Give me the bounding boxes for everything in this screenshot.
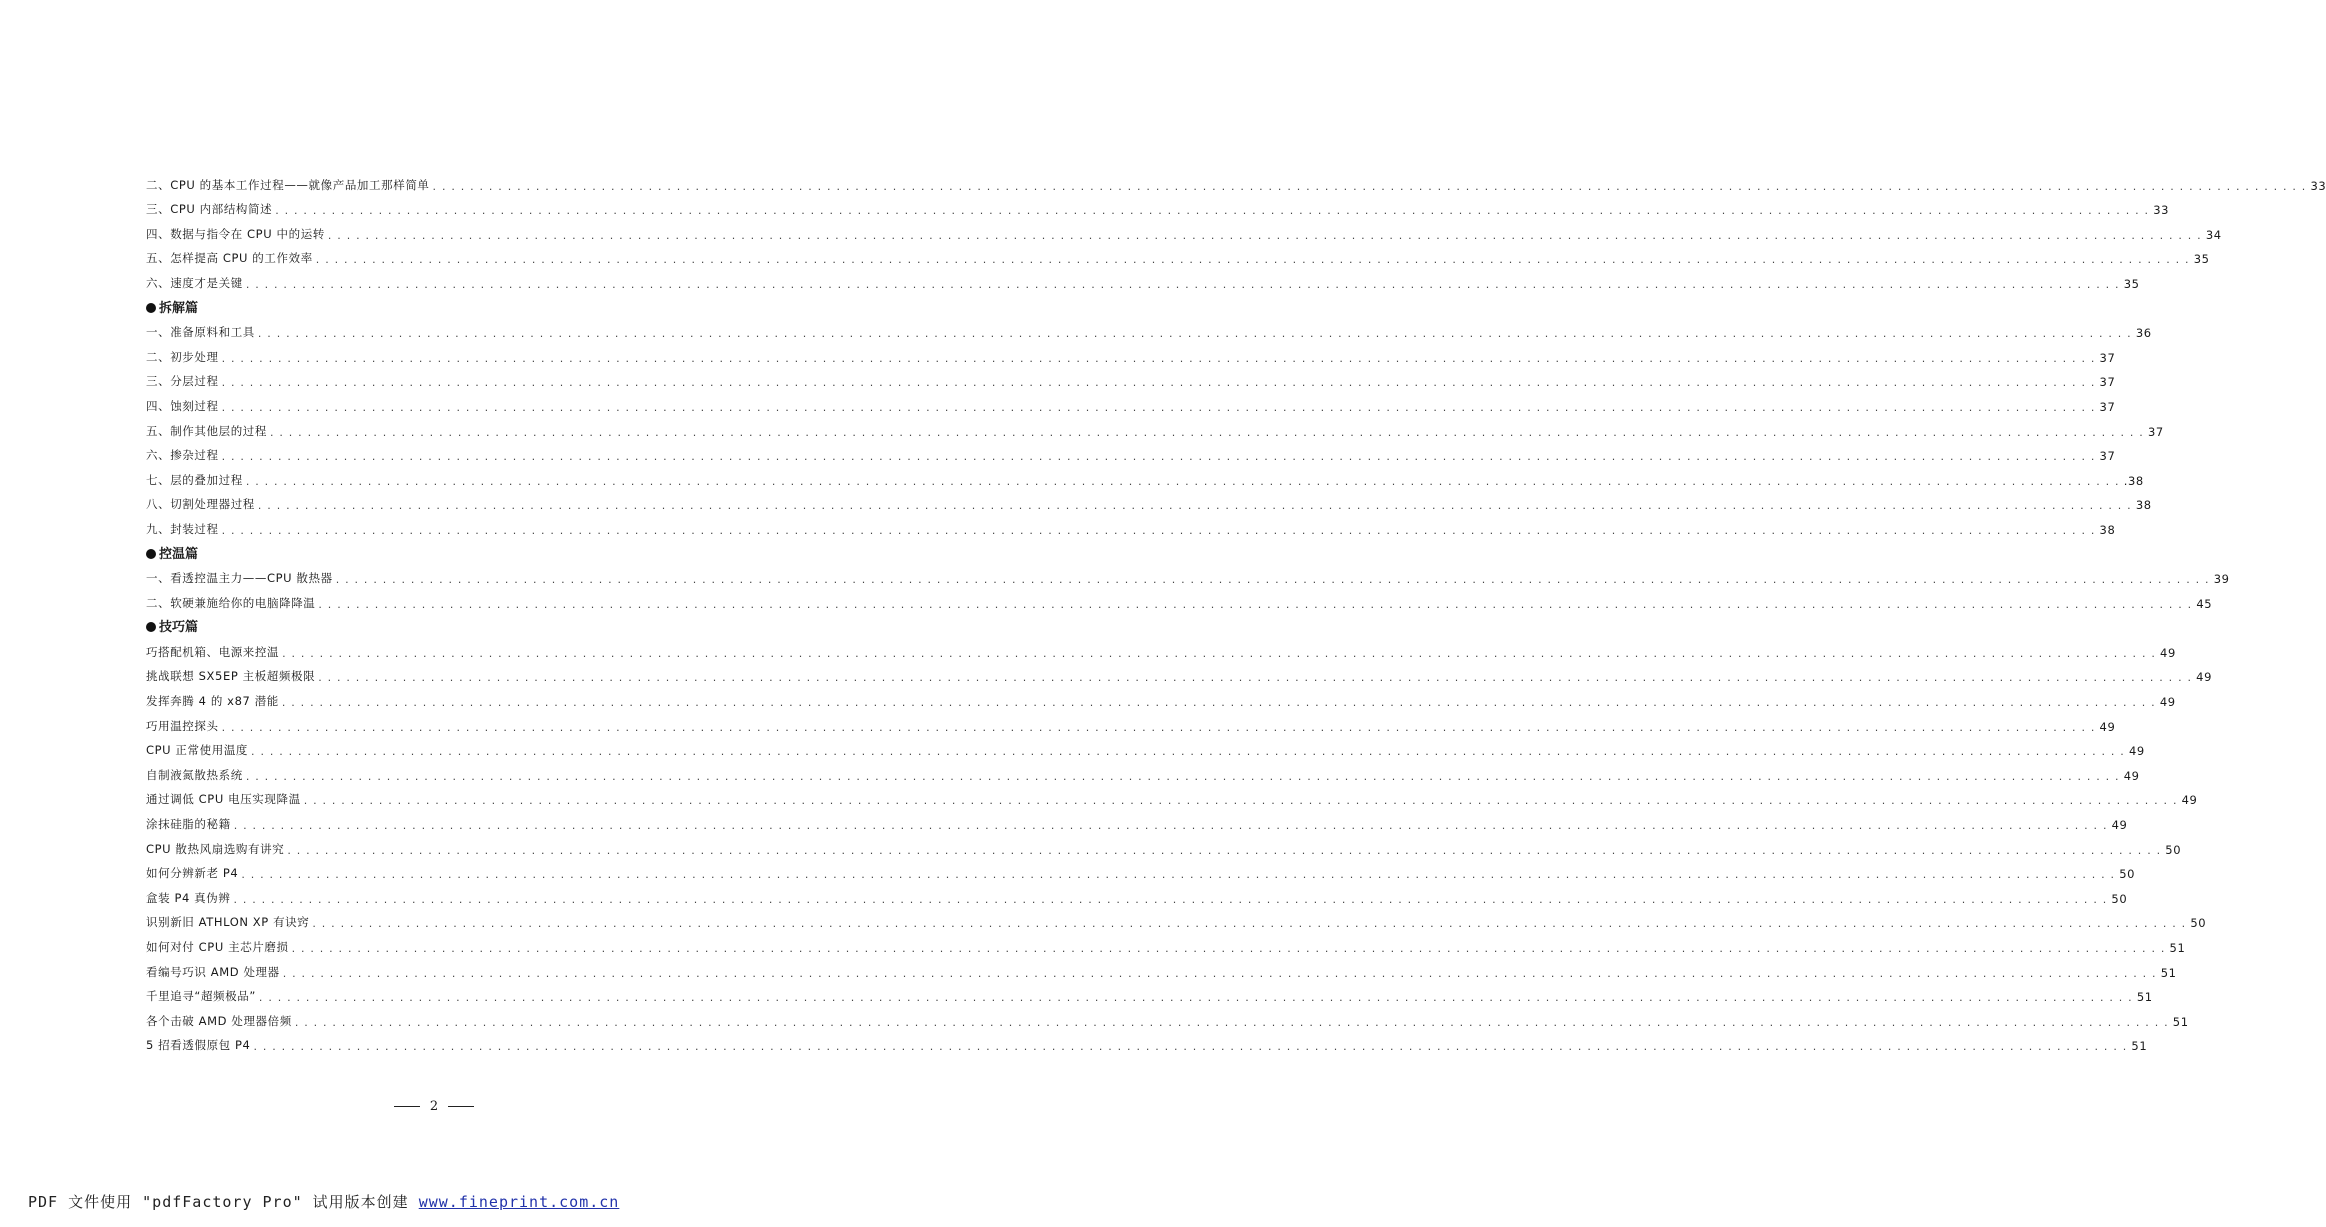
toc-entry-page: 49 (2160, 645, 2176, 660)
page-number: 2 (429, 1099, 439, 1114)
toc-entry-page: 49 (2099, 719, 2116, 734)
toc-entry[interactable] (146, 906, 2207, 931)
toc-entry-page: 38 (2135, 498, 2152, 513)
page-number-dash-right (448, 1106, 474, 1107)
toc-entry-title: 一、看透控温主力——CPU 散热器 (146, 571, 333, 586)
toc-entry[interactable] (146, 783, 2198, 808)
toc-entry[interactable] (146, 980, 2153, 1005)
toc-entry[interactable] (146, 586, 2213, 611)
toc-leader-dots: . . . . . . . . . . . . . . . . . . . . . . . . . . . . . . . . . . . . . . . . . . . . . . . . . . . . . . . . . . . . . . . . . . . . . . . . . . . . . . . . . . . . . . . . . . . . . . . . . . . . . . . . . . . . . . . . . . . . . . . . . . . . . . . . . . . . . . . . . . . . . . . . . . . . . . . . . . . . . . . . . . . . . . . . . . . . . . . . . . . . . . . . . . . . . . . . . . . . . . . . (245, 474, 2120, 488)
toc-entry-title: 二、软硬兼施给你的电脑降降温 (146, 595, 316, 610)
toc-entry-title: 通过调低 CPU 电压实现降温 (146, 792, 301, 807)
toc-entry-title: 自制液氮散热系统 (146, 767, 243, 782)
bullet-icon (146, 549, 156, 559)
toc-entry-page: 37 (2099, 399, 2116, 414)
toc-entry-page: 51 (2160, 965, 2177, 980)
toc-entry-page: 51 (2169, 941, 2186, 955)
toc-entry-title: 七、层的叠加过程 (146, 472, 243, 487)
toc-leader-dots: . . . . . . . . . . . . . . . . . . . . . . . . . . . . . . . . . . . . . . . . . . . . . . . . . . . . . . . . . . . . . . . . . . . . . . . . . . . . . . . . . . . . . . . . . . . . . . . . . . . . . . . . . . . . . . . . . . . . . . . . . . . . . . . . . . . . . . . . . . . . . . . . . . . . . . . . . . . . . . . . . . . . . . . . . . . . . . . . . . . . . . . . . . . . . . . . . . . . . . . . (221, 400, 2096, 414)
toc-entry-page: 37 (2147, 424, 2164, 439)
footer-text: PDF 文件使用 "pdfFactory Pro" 试用版本创建 (28, 1193, 409, 1211)
toc-leader-dots: . . . . . . . . . . . . . . . . . . . . . . . . . . . . . . . . . . . . . . . . . . . . . . . . . . . . . . . . . . . . . . . . . . . . . . . . . . . . . . . . . . . . . . . . . . . . . . . . . . . . . . . . . . . . . . . . . . . . . . . . . . . . . . . . . . . . . . . . . . . . . . . . . . . . . . . . . . . . . . . . . . . . . . . . . . . . . . . . . . . . . . . . . . . . . . . . . . . . . . . . (270, 425, 2144, 439)
toc-entry[interactable] (146, 832, 2182, 857)
toc-entry[interactable] (146, 463, 2144, 488)
toc-section-heading (146, 537, 732, 562)
toc-entry-page: 50 (2111, 891, 2128, 906)
toc-entry-page: 49 (2111, 818, 2128, 833)
toc-leader-dots: . . . . . . . . . . . . . . . . . . . . . . . . . . . . . . . . . . . . . . . . . . . . . . . . . . . . . . . . . . . . . . . . . . . . . . . . . . . . . . . . . . . . . . . . . . . . . . . . . . . . . . . . . . . . . . . . . . . . . . . . . . . . . . . . . . . . . . . . . . . . . . . . . . . . . . . . . . . . . . . . . . . . . . . . . . . . . . . . . . . . . . . . . . . . . . . . . . . . . . . . (282, 966, 2157, 980)
toc-leader-dots: . . . . . . . . . . . . . . . . . . . . . . . . . . . . . . . . . . . . . . . . . . . . . . . . . . . . . . . . . . . . . . . . . . . . . . . . . . . . . . . . . . . . . . . . . . . . . . . . . . . . . . . . . . . . . . . . . . . . . . . . . . . . . . . . . . . . . . . . . . . . . . . . . . . . . . . . . . . . . . . . . . . . . . . . . . . . . . . . . . . . . . . . . . . . . . . . . . . . . . . . (253, 1040, 2128, 1054)
toc-entry[interactable] (146, 1029, 2148, 1054)
toc-leader-dots: . . . . . . . . . . . . . . . . . . . . . . . . . . . . . . . . . . . . . . . . . . . . . . . . . . . . . . . . . . . . . . . . . . . . . . . . . . . . . . . . . . . . . . . . . . . . . . . . . . . . . . . . . . . . . . . . . . . . . . . . . . . . . . . . . . . . . . . . . . . . . . . . . . . . . . . . . . . . . . . . . . . . . . . . . . . . . . . . . . . . . . . . . . . . . . . . . . . . . . . . (251, 745, 2125, 759)
toc-entry-title: 5 招看透假原包 P4 (146, 1038, 251, 1053)
toc-entry-page: 45 (2196, 596, 2213, 611)
toc-entry[interactable] (146, 512, 2116, 537)
toc-leader-dots: . . . . . . . . . . . . . . . . . . . . . . . . . . . . . . . . . . . . . . . . . . . . . . . . . . . . . . . . . . . . . . . . . . . . . . . . . . . . . . . . . . . . . . . . . . . . . . . . . . . . . . . . . . . . . . . . . . . . . . . . . . . . . . . . . . . . . . . . . . . . . . . . . . . . . . . . . . . . . . . . . . . . . . . . . . . . . . . . . . . . . . . . . . . . . . . . . . . . . . . . (257, 327, 2132, 341)
toc-entry-page: 37 (2099, 375, 2116, 390)
toc-entry[interactable] (146, 660, 2212, 685)
toc-entry-title: 四、蚀刻过程 (146, 398, 219, 413)
toc-entry-page: 38 (2099, 522, 2116, 537)
toc-entry[interactable] (146, 857, 2136, 882)
table-of-contents (146, 168, 2326, 1054)
toc-section-title: 技巧篇 (159, 620, 199, 636)
toc-entry[interactable] (146, 635, 2176, 660)
toc-entry-page: 49 (2181, 793, 2198, 808)
toc-entry[interactable] (146, 217, 2222, 242)
toc-entry-page: 50 (2190, 916, 2207, 931)
toc-entry-title: 涂抹硅脂的秘籍 (146, 817, 231, 832)
toc-leader-dots: . . . . . . . . . . . . . . . . . . . . . . . . . . . . . . . . . . . . . . . . . . . . . . . . . . . . . . . . . . . . . . . . . . . . . . . . . . . . . . . . . . . . . . . . . . . . . . . . . . . . . . . . . . . . . . . . . . . . . . . . . . . . . . . . . . . . . . . . . . . . . . . . . . . . . . . . . . . . . . . . . . . . . . . . . . . . . . . . . . . . . . . . . . . . . . . . . . . . . . . . (221, 450, 2096, 464)
toc-entry-title: 八、切割处理器过程 (146, 497, 255, 512)
toc-entry-title: 巧用温控探头 (146, 718, 219, 733)
toc-entry[interactable] (146, 168, 2326, 193)
toc-entry-title: 盒装 P4 真伪辨 (146, 890, 231, 905)
toc-leader-dots: . . . . . . . . . . . . . . . . . . . . . . . . . . . . . . . . . . . . . . . . . . . . . . . . . . . . . . . . . . . . . . . . . . . . . . . . . . . . . . . . . . . . . . . . . . . . . . . . . . . . . . . . . . . . . . . . . . . . . . . . . . . . . . . . . . . . . . . . . . . . . . . . . . . . . . . . . . . . . . . . . . . . . . . . . . . . . . . . . . . . . . . . . . . . . . . . . . . . . . . . (257, 499, 2132, 513)
toc-entry-page: 49 (2123, 768, 2140, 783)
toc-entry-page: 35 (2193, 252, 2210, 267)
toc-leader-dots: . . . . . . . . . . . . . . . . . . . . . . . . . . . . . . . . . . . . . . . . . . . . . . . . . . . . . . . . . . . . . . . . . . . . . . . . . . . . . . . . . . . . . . . . . . . . . . . . . . . . . . . . . . . . . . . . . . . . . . . . . . . . . . . . . . . . . . . . . . . . . . . . . . . . . . . . . . . . . . . . . . . . . . . . . . . . . . . . . . . . . . . . . . . . . . . . . . . . . . . . (287, 843, 2162, 857)
toc-entry-page: .38 (2123, 473, 2144, 488)
toc-entry-page: 49 (2128, 744, 2145, 759)
toc-entry[interactable] (146, 266, 2140, 291)
toc-entry[interactable] (146, 193, 2170, 218)
toc-entry[interactable] (146, 488, 2152, 513)
toc-entry[interactable] (146, 242, 2210, 267)
toc-entry[interactable] (146, 930, 2186, 955)
toc-entry-title: CPU 正常使用温度 (146, 743, 249, 758)
toc-leader-dots: . . . . . . . . . . . . . . . . . . . . . . . . . . . . . . . . . . . . . . . . . . . . . . . . . . . . . . . . . . . . . . . . . . . . . . . . . . . . . . . . . . . . . . . . . . . . . . . . . . . . . . . . . . . . . . . . . . . . . . . . . . . . . . . . . . . . . . . . . . . . . . . . . . . . . . . . . . . . . . . . . . . . . . . . . . . . . . . . . . . . . . . . . . . . . . . . . . . . . . . . (241, 868, 2116, 882)
footer-link[interactable]: www.fineprint.com.cn (418, 1193, 620, 1211)
toc-entry-title: 九、封装过程 (146, 521, 219, 536)
toc-entry-title: 三、分层过程 (146, 374, 219, 389)
page-number-block (0, 1099, 868, 1114)
toc-entry-title: 五、制作其他层的过程 (146, 423, 267, 438)
bullet-icon (146, 622, 156, 632)
toc-entry-page: 33 (2310, 178, 2326, 193)
toc-entry[interactable] (146, 1004, 2189, 1029)
toc-leader-dots: . . . . . . . . . . . . . . . . . . . . . . . . . . . . . . . . . . . . . . . . . . . . . . . . . . . . . . . . . . . . . . . . . . . . . . . . . . . . . . . . . . . . . . . . . . . . . . . . . . . . . . . . . . . . . . . . . . . . . . . . . . . . . . . . . . . . . . . . . . . . . . . . . . . . . . . . . . . . . . . . . . . . . . . . . . . . . . . . . . . . . . . . . . . . . . . . . . . . . . . . (294, 1015, 2169, 1029)
toc-leader-dots: . . . . . . . . . . . . . . . . . . . . . . . . . . . . . . . . . . . . . . . . . . . . . . . . . . . . . . . . . . . . . . . . . . . . . . . . . . . . . . . . . . . . . . . . . . . . . . . . . . . . . . . . . . . . . . . . . . . . . . . . . . . . . . . . . . . . . . . . . . . . . . . . . . . . . . . . . . . . . . . . . . . . . . . . . . . . . . . . . . . . . . . . . . . . . . . . . . . . . . . . (275, 204, 2150, 218)
toc-entry-page: 33 (2153, 203, 2170, 218)
toc-entry[interactable] (146, 881, 2128, 906)
toc-leader-dots: . . . . . . . . . . . . . . . . . . . . . . . . . . . . . . . . . . . . . . . . . . . . . . . . . . . . . . . . . . . . . . . . . . . . . . . . . . . . . . . . . . . . . . . . . . . . . . . . . . . . . . . . . . . . . . . . . . . . . . . . . . . . . . . . . . . . . . . . . . . . . . . . . . . . . . . . . . . . . . . . . . . . . . . . . . . . . . . . . . . . . . . . . . . . . . . . . . . . . . . . (432, 179, 2307, 193)
toc-leader-dots: . . . . . . . . . . . . . . . . . . . . . . . . . . . . . . . . . . . . . . . . . . . . . . . . . . . . . . . . . . . . . . . . . . . . . . . . . . . . . . . . . . . . . . . . . . . . . . . . . . . . . . . . . . . . . . . . . . . . . . . . . . . . . . . . . . . . . . . . . . . . . . . . . . . . . . . . . . . . . . . . . . . . . . . . . . . . . . . . . . . . . . . . . . . . . . . . . . . . . . . . (282, 646, 2157, 660)
toc-entry-title: 挑战联想 SX5EP 主板超频极限 (146, 669, 316, 684)
toc-leader-dots: . . . . . . . . . . . . . . . . . . . . . . . . . . . . . . . . . . . . . . . . . . . . . . . . . . . . . . . . . . . . . . . . . . . . . . . . . . . . . . . . . . . . . . . . . . . . . . . . . . . . . . . . . . . . . . . . . . . . . . . . . . . . . . . . . . . . . . . . . . . . . . . . . . . . . . . . . . . . . . . . . . . . . . . . . . . . . . . . . . . . . . . . . . . . . . . . . . . . . . . . (245, 769, 2120, 783)
toc-entry-title: 四、数据与指令在 CPU 中的运转 (146, 226, 325, 241)
toc-entry-title: 看编号巧识 AMD 处理器 (146, 964, 280, 979)
toc-entry-page: 37 (2099, 350, 2116, 365)
toc-leader-dots: . . . . . . . . . . . . . . . . . . . . . . . . . . . . . . . . . . . . . . . . . . . . . . . . . . . . . . . . . . . . . . . . . . . . . . . . . . . . . . . . . . . . . . . . . . . . . . . . . . . . . . . . . . . . . . . . . . . . . . . . . . . . . . . . . . . . . . . . . . . . . . . . . . . . . . . . . . . . . . . . . . . . . . . . . . . . . . . . . . . . . . . . . . . . . . . . . . . . . . . . (291, 942, 2166, 955)
toc-entry-page: 51 (2131, 1039, 2148, 1054)
toc-entry-title: 识别新旧 ATHLON XP 有诀窍 (146, 915, 310, 930)
toc-entry-page: 51 (2172, 1014, 2189, 1029)
toc-leader-dots: . . . . . . . . . . . . . . . . . . . . . . . . . . . . . . . . . . . . . . . . . . . . . . . . . . . . . . . . . . . . . . . . . . . . . . . . . . . . . . . . . . . . . . . . . . . . . . . . . . . . . . . . . . . . . . . . . . . . . . . . . . . . . . . . . . . . . . . . . . . . . . . . . . . . . . . . . . . . . . . . . . . . . . . . . . . . . . . . . . . . . . . . . . . . . . . . . . . . . . . . (221, 523, 2096, 537)
toc-entry[interactable] (146, 758, 2140, 783)
toc-entry-page: 39 (2213, 572, 2230, 587)
toc-entry-page: 34 (2205, 227, 2222, 242)
toc-entry-page: 51 (2136, 990, 2153, 1005)
toc-entry[interactable] (146, 734, 2145, 759)
toc-leader-dots: . . . . . . . . . . . . . . . . . . . . . . . . . . . . . . . . . . . . . . . . . . . . . . . . . . . . . . . . . . . . . . . . . . . . . . . . . . . . . . . . . . . . . . . . . . . . . . . . . . . . . . . . . . . . . . . . . . . . . . . . . . . . . . . . . . . . . . . . . . . . . . . . . . . . . . . . . . . . . . . . . . . . . . . . . . . . . . . . . . . . . . . . . . . . . . . . . . . . . . . . (258, 991, 2133, 1005)
toc-section-title: 控温篇 (159, 546, 199, 562)
toc-section-title: 拆解篇 (159, 300, 199, 316)
toc-leader-dots: . . . . . . . . . . . . . . . . . . . . . . . . . . . . . . . . . . . . . . . . . . . . . . . . . . . . . . . . . . . . . . . . . . . . . . . . . . . . . . . . . . . . . . . . . . . . . . . . . . . . . . . . . . . . . . . . . . . . . . . . . . . . . . . . . . . . . . . . . . . . . . . . . . . . . . . . . . . . . . . . . . . . . . . . . . . . . . . . . . . . . . . . . . . . . . . . . . . . . . . . (233, 819, 2108, 833)
toc-entry[interactable] (146, 316, 2152, 341)
toc-leader-dots: . . . . . . . . . . . . . . . . . . . . . . . . . . . . . . . . . . . . . . . . . . . . . . . . . . . . . . . . . . . . . . . . . . . . . . . . . . . . . . . . . . . . . . . . . . . . . . . . . . . . . . . . . . . . . . . . . . . . . . . . . . . . . . . . . . . . . . . . . . . . . . . . . . . . . . . . . . . . . . . . . . . . . . . . . . . . . . . . . . . . . . . . . . . . . . . . . . . . . . . . (245, 277, 2120, 291)
footer (28, 1191, 619, 1212)
toc-entry-title: 如何对付 CPU 主芯片磨损 (146, 940, 289, 954)
toc-entry-title: CPU 散热风扇选购有讲究 (146, 841, 285, 856)
toc-leader-dots: . . . . . . . . . . . . . . . . . . . . . . . . . . . . . . . . . . . . . . . . . . . . . . . . . . . . . . . . . . . . . . . . . . . . . . . . . . . . . . . . . . . . . . . . . . . . . . . . . . . . . . . . . . . . . . . . . . . . . . . . . . . . . . . . . . . . . . . . . . . . . . . . . . . . . . . . . . . . . . . . . . . . . . . . . . . . . . . . . . . . . . . . . . . . . . . . . . . . . . . . (315, 253, 2190, 267)
toc-leader-dots: . . . . . . . . . . . . . . . . . . . . . . . . . . . . . . . . . . . . . . . . . . . . . . . . . . . . . . . . . . . . . . . . . . . . . . . . . . . . . . . . . . . . . . . . . . . . . . . . . . . . . . . . . . . . . . . . . . . . . . . . . . . . . . . . . . . . . . . . . . . . . . . . . . . . . . . . . . . . . . . . . . . . . . . . . . . . . . . . . . . . . . . . . . . . . . . . . . . . . . . . (318, 671, 2193, 685)
toc-leader-dots: . . . . . . . . . . . . . . . . . . . . . . . . . . . . . . . . . . . . . . . . . . . . . . . . . . . . . . . . . . . . . . . . . . . . . . . . . . . . . . . . . . . . . . . . . . . . . . . . . . . . . . . . . . . . . . . . . . . . . . . . . . . . . . . . . . . . . . . . . . . . . . . . . . . . . . . . . . . . . . . . . . . . . . . . . . . . . . . . . . . . . . . . . . . . . . . . . . . . . . . . (281, 696, 2156, 710)
toc-entry-title: 五、怎样提高 CPU 的工作效率 (146, 251, 313, 266)
toc-leader-dots: . . . . . . . . . . . . . . . . . . . . . . . . . . . . . . . . . . . . . . . . . . . . . . . . . . . . . . . . . . . . . . . . . . . . . . . . . . . . . . . . . . . . . . . . . . . . . . . . . . . . . . . . . . . . . . . . . . . . . . . . . . . . . . . . . . . . . . . . . . . . . . . . . . . . . . . . . . . . . . . . . . . . . . . . . . . . . . . . . . . . . . . . . . . . . . . . . . . . . . . . (327, 228, 2202, 242)
toc-entry-title: 二、CPU 的基本工作过程——就像产品加工那样简单 (146, 177, 430, 192)
toc-entry-title: 千里追寻“超频极品” (146, 989, 256, 1004)
toc-leader-dots: . . . . . . . . . . . . . . . . . . . . . . . . . . . . . . . . . . . . . . . . . . . . . . . . . . . . . . . . . . . . . . . . . . . . . . . . . . . . . . . . . . . . . . . . . . . . . . . . . . . . . . . . . . . . . . . . . . . . . . . . . . . . . . . . . . . . . . . . . . . . . . . . . . . . . . . . . . . . . . . . . . . . . . . . . . . . . . . . . . . . . . . . . . . . . . . . . . . . . . . . (221, 351, 2096, 365)
toc-entry-title: 发挥奔腾 4 的 x87 潜能 (146, 694, 279, 709)
toc-leader-dots: . . . . . . . . . . . . . . . . . . . . . . . . . . . . . . . . . . . . . . . . . . . . . . . . . . . . . . . . . . . . . . . . . . . . . . . . . . . . . . . . . . . . . . . . . . . . . . . . . . . . . . . . . . . . . . . . . . . . . . . . . . . . . . . . . . . . . . . . . . . . . . . . . . . . . . . . . . . . . . . . . . . . . . . . . . . . . . . . . . . . . . . . . . . . . . . . . . . . . . . . (303, 794, 2178, 808)
toc-section-heading (146, 291, 732, 316)
toc-entry-title: 六、掺杂过程 (146, 448, 219, 463)
toc-entry[interactable] (146, 684, 2176, 710)
toc-entry-page: 37 (2099, 449, 2116, 464)
toc-entry[interactable] (146, 439, 2116, 464)
toc-entry[interactable] (146, 807, 2128, 833)
toc-leader-dots: . . . . . . . . . . . . . . . . . . . . . . . . . . . . . . . . . . . . . . . . . . . . . . . . . . . . . . . . . . . . . . . . . . . . . . . . . . . . . . . . . . . . . . . . . . . . . . . . . . . . . . . . . . . . . . . . . . . . . . . . . . . . . . . . . . . . . . . . . . . . . . . . . . . . . . . . . . . . . . . . . . . . . . . . . . . . . . . . . . . . . . . . . . . . . . . . . . . . . . . . (312, 917, 2187, 931)
toc-entry[interactable] (146, 365, 2116, 390)
toc-entry[interactable] (146, 389, 2116, 414)
toc-entry-title: 各个击破 AMD 处理器倍频 (146, 1013, 292, 1028)
toc-entry-page: 49 (2159, 695, 2176, 710)
toc-entry[interactable] (146, 414, 2164, 439)
toc-entry-page: 49 (2196, 670, 2212, 685)
toc-entry[interactable] (146, 340, 2116, 365)
toc-leader-dots: . . . . . . . . . . . . . . . . . . . . . . . . . . . . . . . . . . . . . . . . . . . . . . . . . . . . . . . . . . . . . . . . . . . . . . . . . . . . . . . . . . . . . . . . . . . . . . . . . . . . . . . . . . . . . . . . . . . . . . . . . . . . . . . . . . . . . . . . . . . . . . . . . . . . . . . . . . . . . . . . . . . . . . . . . . . . . . . . . . . . . . . . . . . . . . . . . . . . . . . . (221, 720, 2096, 734)
toc-leader-dots: . . . . . . . . . . . . . . . . . . . . . . . . . . . . . . . . . . . . . . . . . . . . . . . . . . . . . . . . . . . . . . . . . . . . . . . . . . . . . . . . . . . . . . . . . . . . . . . . . . . . . . . . . . . . . . . . . . . . . . . . . . . . . . . . . . . . . . . . . . . . . . . . . . . . . . . . . . . . . . . . . . . . . . . . . . . . . . . . . . . . . . . . . . . . . . . . . . . . . . . . (335, 573, 2210, 587)
toc-section-heading (146, 611, 732, 636)
toc-entry-page: 50 (2165, 842, 2182, 857)
toc-leader-dots: . . . . . . . . . . . . . . . . . . . . . . . . . . . . . . . . . . . . . . . . . . . . . . . . . . . . . . . . . . . . . . . . . . . . . . . . . . . . . . . . . . . . . . . . . . . . . . . . . . . . . . . . . . . . . . . . . . . . . . . . . . . . . . . . . . . . . . . . . . . . . . . . . . . . . . . . . . . . . . . . . . . . . . . . . . . . . . . . . . . . . . . . . . . . . . . . . . . . . . . . (221, 376, 2096, 390)
toc-entry-title: 三、CPU 内部结构简述 (146, 202, 273, 217)
toc-entry-title: 六、速度才是关键 (146, 275, 243, 290)
bullet-icon (146, 303, 156, 313)
toc-entry[interactable] (146, 955, 2177, 980)
toc-entry-title: 巧搭配机箱、电源来控温 (146, 644, 280, 659)
toc-leader-dots: . . . . . . . . . . . . . . . . . . . . . . . . . . . . . . . . . . . . . . . . . . . . . . . . . . . . . . . . . . . . . . . . . . . . . . . . . . . . . . . . . . . . . . . . . . . . . . . . . . . . . . . . . . . . . . . . . . . . . . . . . . . . . . . . . . . . . . . . . . . . . . . . . . . . . . . . . . . . . . . . . . . . . . . . . . . . . . . . . . . . . . . . . . . . . . . . . . . . . . . . (318, 597, 2193, 611)
toc-entry-title: 一、准备原料和工具 (146, 325, 255, 340)
toc-entry-page: 36 (2135, 326, 2152, 341)
toc-entry-page: 50 (2119, 867, 2136, 882)
page-number-dash-left (394, 1106, 420, 1107)
toc-entry[interactable] (146, 562, 2230, 587)
toc-entry-title: 二、初步处理 (146, 349, 219, 364)
toc-leader-dots: . . . . . . . . . . . . . . . . . . . . . . . . . . . . . . . . . . . . . . . . . . . . . . . . . . . . . . . . . . . . . . . . . . . . . . . . . . . . . . . . . . . . . . . . . . . . . . . . . . . . . . . . . . . . . . . . . . . . . . . . . . . . . . . . . . . . . . . . . . . . . . . . . . . . . . . . . . . . . . . . . . . . . . . . . . . . . . . . . . . . . . . . . . . . . . . . . . . . . . . . (233, 892, 2108, 906)
toc-entry-title: 如何分辨新老 P4 (146, 866, 239, 881)
toc-entry-page: 35 (2123, 276, 2140, 291)
toc-entry[interactable] (146, 709, 2116, 734)
